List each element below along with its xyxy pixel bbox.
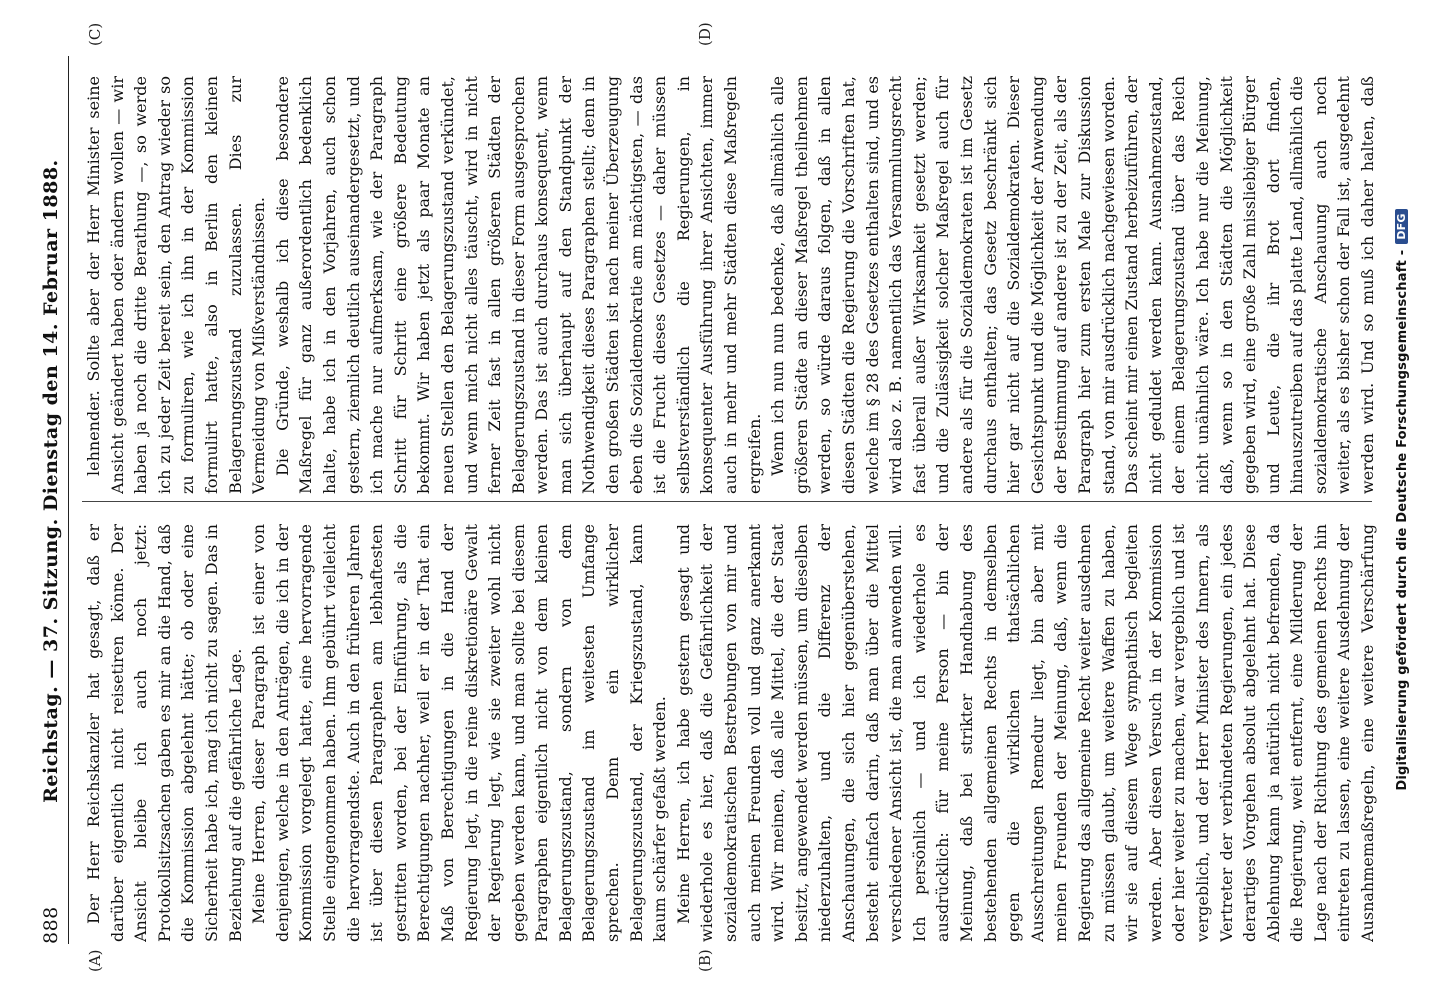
paragraph: lehnender. Sollte aber der Herr Minister seine Ansicht geändert haben oder ändern wollen — wir haben ja noch die dritte Berathung —, so werde ich zu jeder Zeit bereit sein, den Antrag wieder so zu formuliren, wie ich ihn in der Kommission formulirt hatte, also in Berlin den kleinen Belagerungszustand zuzulassen. Dies zur Vermeidung von Mißverständnissen. [84,76,269,494]
column-divider [82,501,1372,502]
credit-text: Digitalisierung gefördert durch die Deutsche Forschungsgemeinschaft - [1395,249,1410,791]
paragraph: Wenn ich nun nun bedenke, daß allmählich alle größeren Städte an dieser Maßregel theilnehmen werden, so würde daraus folgen, daß in allen diesen Städten die Regierung die Vorschriften hat, welche im § 28 des Gesetzes enthalten sind, und es wird also z. B. namentlich das Versammlungsrecht fast überall außer Wirksamkeit gesetzt werden; und die Zulässigkeit solcher Maßregel auch für andere als für die Sozialdemokraten ist im Gesetz durchaus enthalten; das Gesetz beschränkt sich hier gar nicht auf die Sozialdemokraten. Dieser Gesichtspunkt und die Möglichkeit der Anwendung der Bestimmung auf andere ist zu der Zeit, als der Paragraph hier zum ersten Male zur Diskussion stand, von mir ausdrücklich nachgewiesen worden. Das scheint mir einen Zustand herbeizuführen, der nicht geduldet werden kann. Ausnahmezustand, der einem Belagerungszustand über das Reich nicht unähnlich wäre. Ich habe nur die Meinung, daß, wenn so in den Städten die Möglichkeit gegeben wird, eine große Zahl missliebiger Bürger und Leute, die ihr Brot dort finden, hinauszutreiben auf das platte Land, allmählich die sozialdemokratische Anschauung auch noch weiter, als es bisher schon der Fall ist, ausgedehnt werden wird. Und so muß ich daher halten, daß [768,76,1378,494]
margin-mark-d: (D) [696,22,714,46]
margin-mark-c: (C) [86,22,104,46]
paragraph: Meine Herren, ich habe gestern gesagt und wiederhole es hier, daß die Gefährlichkeit der sozialdemokratischen Bestrebungen von mir und auch meinen Freunden voll und ganz anerkannt wird. Wir meinen, daß alle Mittel, die der Staat besitzt, angewendet werden müssen, um dieselben niederzuhalten, und die Differenz der Anschauungen, die sich hier gegenüberstehen, besteht einfach darin, daß man über die Mittel verschiedener Ansicht ist, die man anwenden will. Ich persönlich — und ich wiederhole es ausdrücklich: für meine Person — bin der Meinung, daß bei strikter Handhabung des bestehenden allgemeinen Rechts in demselben gegen die wirklichen thatsächlichen Ausschreitungen Remedur liegt, bin aber mit meinen Freunden der Meinung, daß, wenn die Regierung das allgemeine Recht weiter ausdehnen zu müssen glaubt, um weitere Waffen zu haben, wir sie auf diesem Wege sympathisch begleiten werden. Aber diesen Versuch in der Kommission oder hier weiter zu machen, war vergeblich und ist vergeblich, und der Herr Minister des Innern, als Vertreter der verbündeten Regierungen, ein jedes derartiges Vorgehen absolut abgelehnt hat. Diese Ablehnung kann ja natürlich nicht befremden, da die Regierung, weit entfernt, eine Milderung der Lage nach der Richtung des gemeinen Rechts hin eintreten zu lassen, eine weitere Ausdehnung der Ausnahmemaßregeln, eine weitere Verschärfung [673,524,1378,942]
left-text-column [82,524,1382,942]
dfg-logo: DFG [1395,209,1408,243]
session-header: Reichstag. — 37. Sitzung. Dienstag den 14. Februar 1888. [40,159,62,803]
margin-mark-a: (A) [86,949,104,972]
right-text-column [82,76,1382,494]
page-number: 888 [40,906,62,944]
paragraph: Die Gründe, weshalb ich diese besondere Maßregel für ganz außerordentlich bedenklich halte, habe ich in den Vorjahren, auch schon gestern, ziemlich deutlich auseinandergesetzt, und ich mache nur aufmerksam, wie der Paragraph Schritt für Schritt eine größere Bedeutung bekommt. Wir haben jetzt als paar Monate an neuen Stellen den Belagerungszustand verkündet, und wenn mich nicht alles täuscht, wird in nicht ferner Zeit fast in allen größeren Städten der Belagerungszustand in dieser Form ausgesprochen werden. Das ist auch durchaus konsequent, wenn man sich überhaupt auf den Standpunkt der Nothwendigkeit dieses Paragraphen stellt; denn in den großen Städten ist nach meiner Überzeugung eben die Sozialdemokratie am mächtigsten, — das ist die Frucht dieses Gesetzes — daher müssen selbstverständlich die Regierungen, in konsequenter Ausführung ihrer Ansichten, immer auch in mehr und mehr Städten diese Maßregeln ergreifen. [272,76,764,494]
margin-mark-b: (B) [696,949,714,972]
running-head [34,56,69,944]
digitization-credit [1395,20,1410,980]
document-page [16,20,1416,980]
paragraph: Meine Herren, dieser Paragraph ist einer von denjenigen, welche in den Anträgen, die ich in der Kommission vorgelegt hatte, eine hervorragende Stelle eingenommen haben. Ihm gebührt vielleicht die hervorragendste. Auch in den früheren Jahren ist über diesen Paragraphen am lebhaftesten gestritten worden, bei der Einführung, als die Berechtigungen nachher, weil er in der That ein Maß von Berechtigungen in die Hand der Regierung legt, in die reine diskretionäre Gewalt der Regierung legt, wie sie zweiter wohl nicht gegeben werden kann, und man sollte bei diesem Paragraphen eigentlich nicht von dem kleinen Belagerungszustand, sondern von dem Belagerungszustand im weitesten Umfange sprechen. Denn ein wirklicher Belagerungszustand, der Kriegszustand, kann kaum schärfer gefaßt werden. [249,524,670,942]
paragraph: Der Herr Reichskanzler hat gesagt, daß er darüber eigentlich nicht reisetiren könne. Der Ansicht bleibe ich auch noch jetzt: Protokollsitzsachen gaben es mir an die Hand, daß die Kommission abgelehnt hätte; ob oder eine Sicherheit habe ich, mag ich nicht zu sagen. Das in Beziehung auf die gefährliche Lage. [84,524,245,942]
rotated-page [16,20,1416,980]
